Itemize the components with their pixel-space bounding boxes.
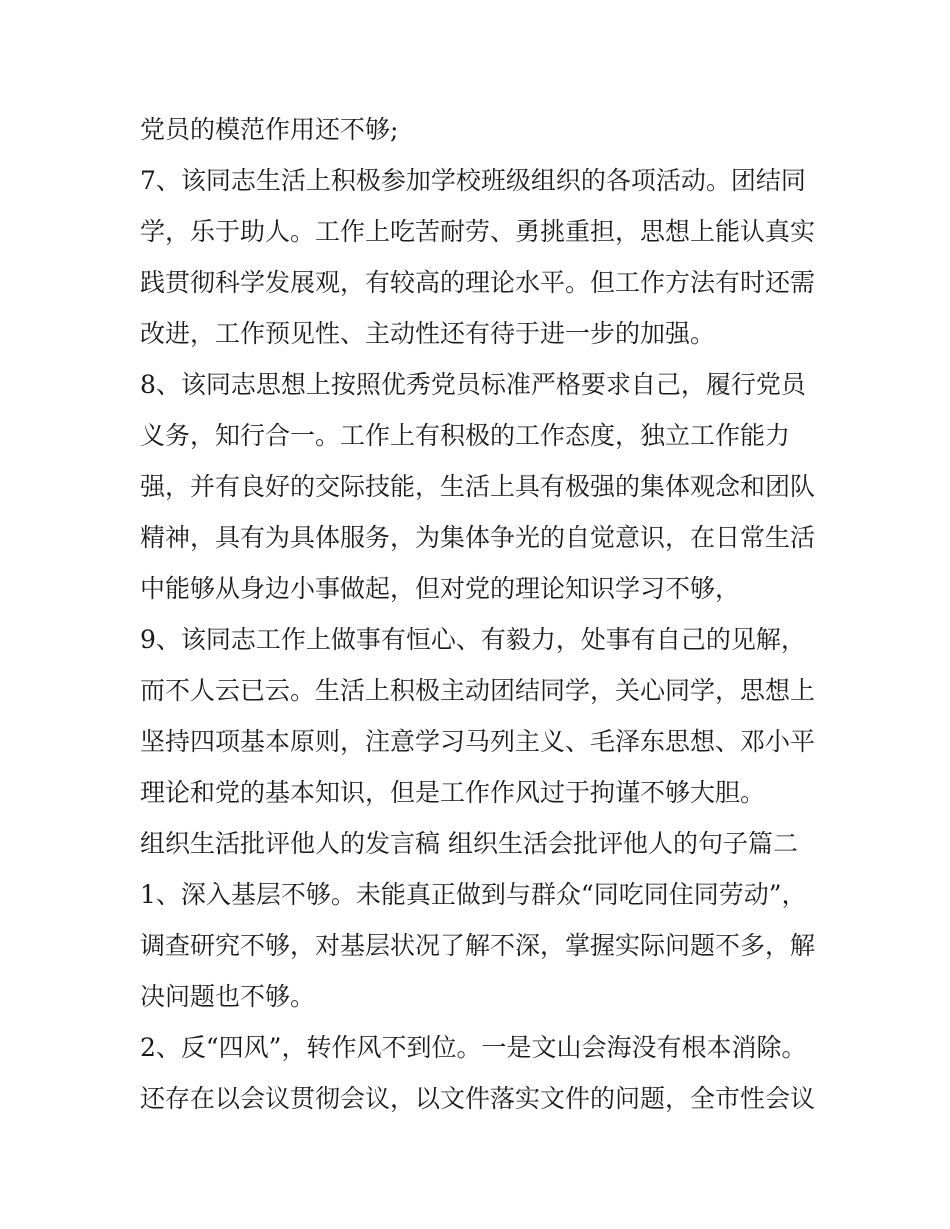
text-line: 坚持四项基本原则，注意学习马列主义、毛泽东思想、邓小平: [140, 727, 816, 756]
text-line: 学，乐于助人。工作上吃苦耐劳、勇挑重担，思想上能认真实: [140, 217, 816, 246]
text-line: 中能够从身边小事做起，但对党的理论知识学习不够，: [140, 574, 741, 603]
text-line: 调查研究不够，对基层状况了解不深，掌握实际问题不多，解: [140, 931, 816, 960]
text-line: 还存在以会议贯彻会议，以文件落实文件的问题，全市性会议: [140, 1084, 816, 1113]
text-line: 7、该同志生活上积极参加学校班级组织的各项活动。团结同: [140, 166, 806, 195]
text-line: 改进，工作预见性、主动性还有待于进一步的加强。: [140, 319, 716, 348]
text-line: 践贯彻科学发展观，有较高的理论水平。但工作方法有时还需: [140, 268, 816, 297]
text-line: 1、深入基层不够。未能真正做到与群众“同吃同住同劳动”，: [140, 880, 807, 909]
text-line: 理论和党的基本知识，但是工作作风过于拘谨不够大胆。: [140, 778, 766, 807]
text-line: 决问题也不够。: [140, 982, 316, 1011]
section-heading: 组织生活批评他人的发言稿 组织生活会批评他人的句子篇二: [140, 829, 798, 858]
text-line: 强，并有良好的交际技能，生活上具有极强的集体观念和团队: [140, 472, 816, 501]
text-line: 精神，具有为具体服务，为集体争光的自觉意识，在日常生活: [140, 523, 816, 552]
text-line: 9、该同志工作上做事有恒心、有毅力，处事有自己的见解，: [140, 625, 806, 654]
text-line: 义务，知行合一。工作上有积极的工作态度，独立工作能力: [140, 421, 791, 450]
text-line: 8、该同志思想上按照优秀党员标准严格要求自己，履行党员: [140, 370, 806, 399]
text-line: 而不人云已云。生活上积极主动团结同学，关心同学，思想上: [140, 676, 816, 705]
text-line: 党员的模范作用还不够;: [140, 115, 399, 144]
text-line: 2、反“四风”，转作风不到位。一是文山会海没有根本消除。: [140, 1033, 807, 1062]
document-body: [140, 104, 820, 1124]
